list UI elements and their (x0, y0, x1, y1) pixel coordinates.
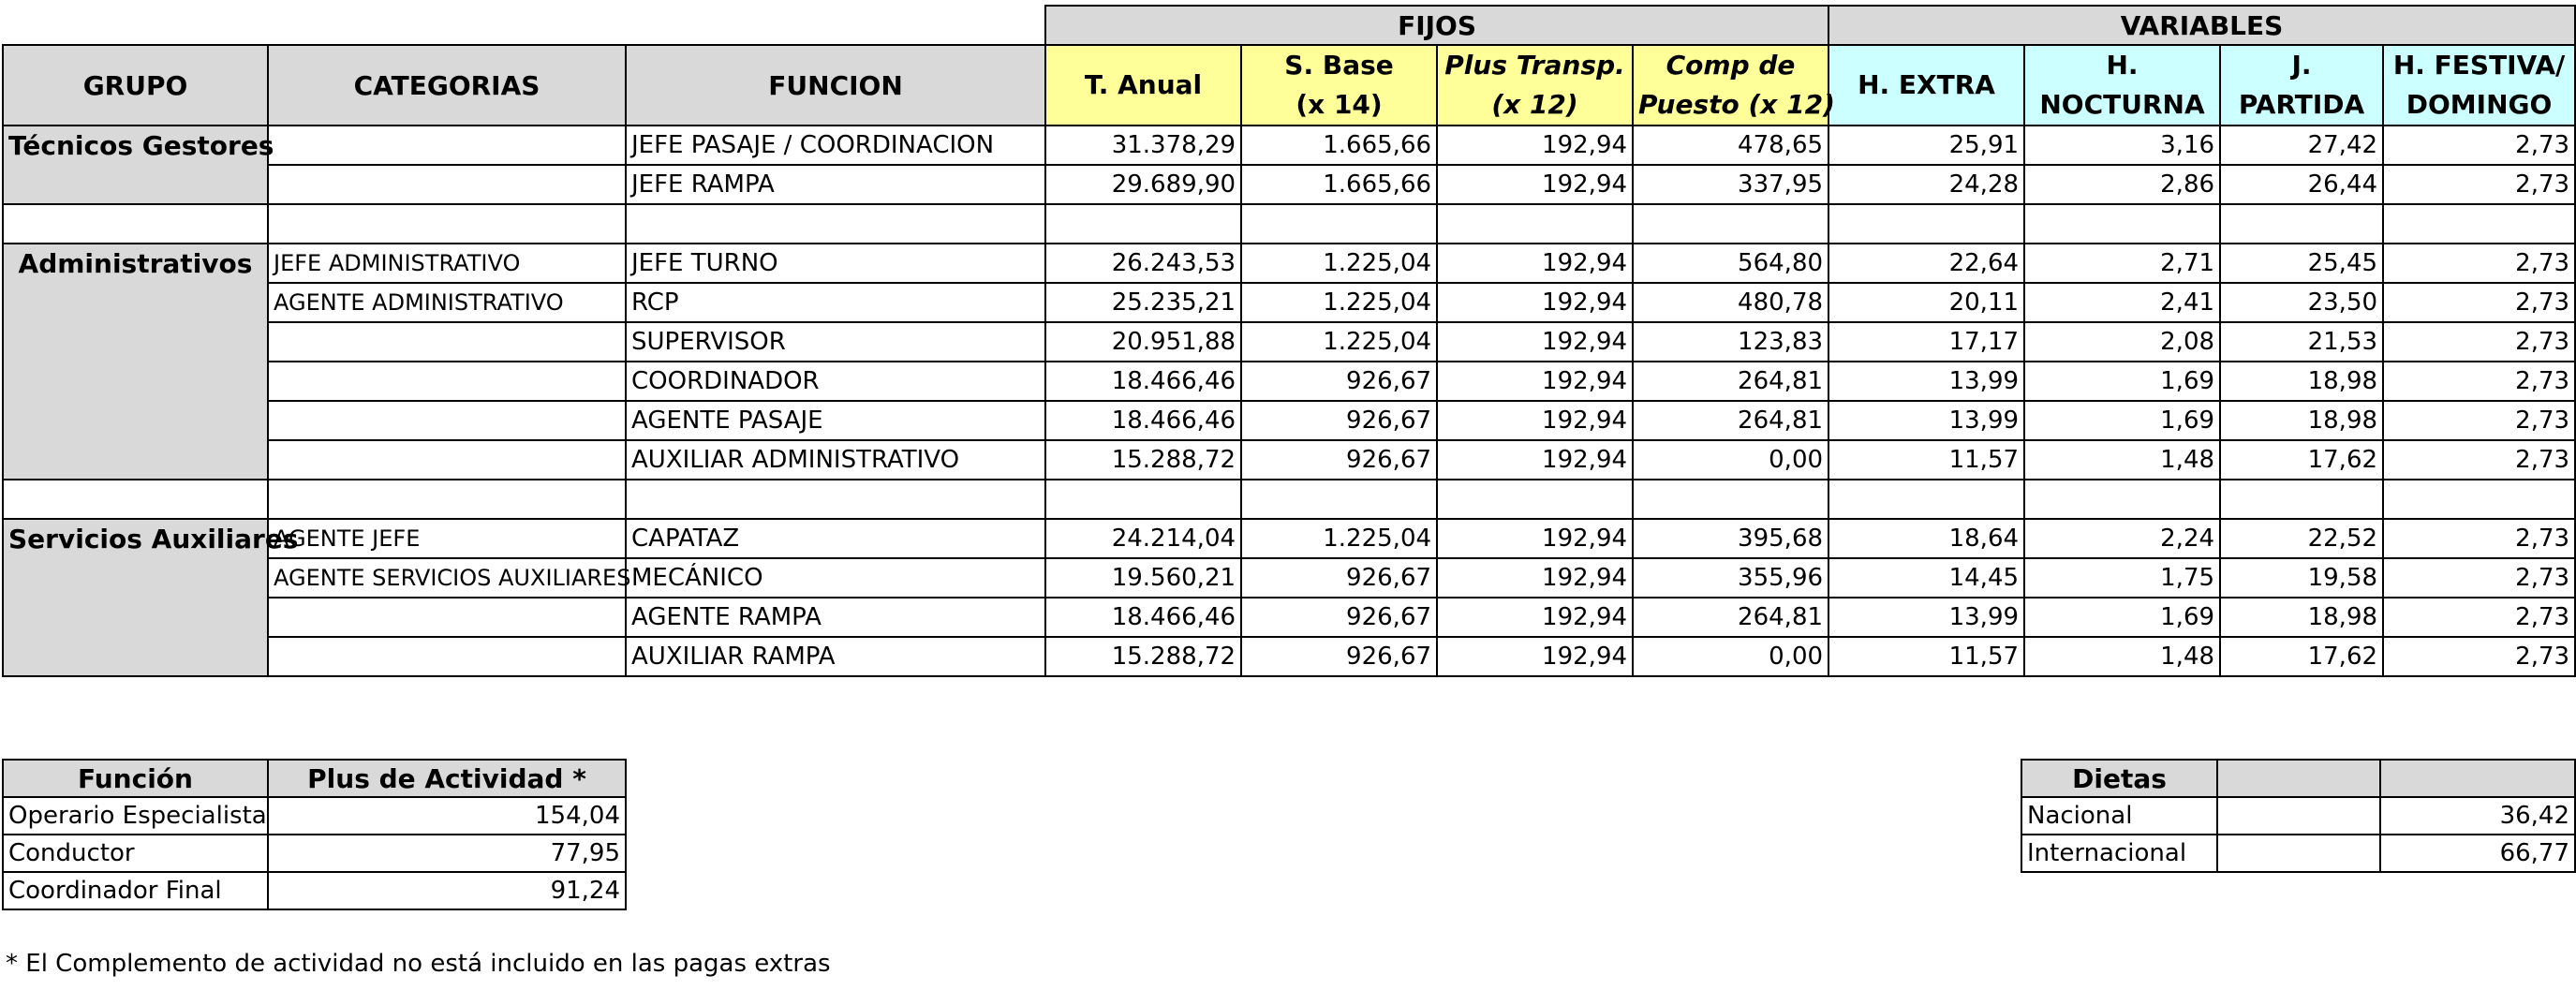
value-cell: 926,67 (1241, 558, 1437, 598)
value-cell: 1.225,04 (1241, 244, 1437, 283)
value-cell: 1,69 (2024, 362, 2220, 401)
table-row (3, 283, 2575, 322)
value-cell: 1.665,66 (1241, 165, 1437, 204)
funcion-cell: JEFE PASAJE / COORDINACION (626, 126, 1045, 165)
value-cell: 1.665,66 (1241, 126, 1437, 165)
value-cell: 192,94 (1437, 558, 1633, 598)
table-row (3, 637, 2575, 676)
value-cell: 192,94 (1437, 637, 1633, 676)
funcion-cell: SUPERVISOR (626, 322, 1045, 362)
fijos-header: FIJOS (1045, 6, 1828, 45)
value-cell: 22,52 (2220, 519, 2383, 558)
value-cell: 18.466,46 (1045, 401, 1241, 440)
value-cell: 1,48 (2024, 637, 2220, 676)
categoria-cell (268, 440, 626, 480)
value-cell: 2,73 (2383, 519, 2575, 558)
categoria-cell: JEFE ADMINISTRATIVO (268, 244, 626, 283)
group-cell: Técnicos Gestores (3, 126, 268, 204)
plus-value: 91,24 (268, 872, 626, 909)
table-row (3, 126, 2575, 165)
value-cell: 2,73 (2383, 401, 2575, 440)
value-cell: 123,83 (1633, 322, 1828, 362)
categorias-header: CATEGORIAS (268, 45, 626, 126)
value-cell: 478,65 (1633, 126, 1828, 165)
funcion-cell: AGENTE PASAJE (626, 401, 1045, 440)
table-row (3, 165, 2575, 204)
value-cell: 1.225,04 (1241, 519, 1437, 558)
value-cell: 19.560,21 (1045, 558, 1241, 598)
plus-actividad-table (2, 759, 627, 910)
value-cell: 25,91 (1828, 126, 2024, 165)
funcion-cell: RCP (626, 283, 1045, 322)
value-cell: 2,71 (2024, 244, 2220, 283)
value-cell: 192,94 (1437, 440, 1633, 480)
value-cell: 2,24 (2024, 519, 2220, 558)
value-cell: 2,73 (2383, 362, 2575, 401)
dietas-table (2021, 759, 2576, 873)
value-cell: 192,94 (1437, 401, 1633, 440)
value-cell: 24.214,04 (1045, 519, 1241, 558)
value-cell: 2,86 (2024, 165, 2220, 204)
funcion-cell: JEFE RAMPA (626, 165, 1045, 204)
value-cell: 27,42 (2220, 126, 2383, 165)
funcion-col-header: Función (3, 760, 268, 797)
grupo-header: GRUPO (3, 45, 268, 126)
value-cell: 24,28 (1828, 165, 2024, 204)
value-cell: 22,64 (1828, 244, 2024, 283)
plus-value: 77,95 (268, 835, 626, 872)
categoria-cell (268, 362, 626, 401)
value-cell: 926,67 (1241, 440, 1437, 480)
salary-table (2, 5, 2576, 677)
j-partida-header: J. PARTIDA (2220, 45, 2383, 126)
value-cell: 11,57 (1828, 637, 2024, 676)
value-cell: 564,80 (1633, 244, 1828, 283)
value-cell: 25,45 (2220, 244, 2383, 283)
value-cell: 19,58 (2220, 558, 2383, 598)
value-cell: 192,94 (1437, 244, 1633, 283)
categoria-cell: AGENTE SERVICIOS AUXILIARES (268, 558, 626, 598)
value-cell: 13,99 (1828, 362, 2024, 401)
categoria-cell (268, 598, 626, 637)
value-cell: 2,73 (2383, 244, 2575, 283)
categoria-cell (268, 126, 626, 165)
value-cell: 2,41 (2024, 283, 2220, 322)
value-cell: 26,44 (2220, 165, 2383, 204)
value-cell: 192,94 (1437, 519, 1633, 558)
categoria-cell (268, 637, 626, 676)
value-cell: 17,17 (1828, 322, 2024, 362)
value-cell: 264,81 (1633, 401, 1828, 440)
value-cell: 18,64 (1828, 519, 2024, 558)
funcion-header: FUNCION (626, 45, 1045, 126)
value-cell: 11,57 (1828, 440, 2024, 480)
value-cell: 1.225,04 (1241, 283, 1437, 322)
value-cell: 1,69 (2024, 598, 2220, 637)
table-row (3, 598, 2575, 637)
value-cell: 17,62 (2220, 440, 2383, 480)
funcion-cell: JEFE TURNO (626, 244, 1045, 283)
value-cell: 926,67 (1241, 362, 1437, 401)
value-cell: 15.288,72 (1045, 637, 1241, 676)
value-cell: 3,16 (2024, 126, 2220, 165)
plus-label: Coordinador Final (3, 872, 268, 909)
plus-actividad-col-header: Plus de Actividad * (268, 760, 626, 797)
value-cell: 2,73 (2383, 322, 2575, 362)
categoria-cell (268, 322, 626, 362)
value-cell: 192,94 (1437, 126, 1633, 165)
value-cell: 192,94 (1437, 165, 1633, 204)
table-row (3, 558, 2575, 598)
categoria-cell (268, 165, 626, 204)
value-cell: 1.225,04 (1241, 322, 1437, 362)
value-cell: 2,73 (2383, 598, 2575, 637)
separator-row (3, 480, 2575, 519)
table-row (3, 797, 626, 835)
value-cell: 25.235,21 (1045, 283, 1241, 322)
dietas-value: 36,42 (2380, 797, 2575, 835)
value-cell: 337,95 (1633, 165, 1828, 204)
value-cell: 192,94 (1437, 362, 1633, 401)
funcion-cell: AUXILIAR ADMINISTRATIVO (626, 440, 1045, 480)
value-cell: 2,08 (2024, 322, 2220, 362)
value-cell: 18,98 (2220, 362, 2383, 401)
value-cell: 17,62 (2220, 637, 2383, 676)
t-anual-header: T. Anual (1045, 45, 1241, 126)
value-cell: 355,96 (1633, 558, 1828, 598)
value-cell: 2,73 (2383, 558, 2575, 598)
separator-row (3, 204, 2575, 244)
value-cell: 926,67 (1241, 401, 1437, 440)
plus-value: 154,04 (268, 797, 626, 835)
dietas-label: Nacional (2021, 797, 2217, 835)
value-cell: 2,73 (2383, 165, 2575, 204)
table-row (3, 401, 2575, 440)
dietas-label: Internacional (2021, 835, 2217, 872)
h-extra-header: H. EXTRA (1828, 45, 2024, 126)
table-row (3, 440, 2575, 480)
table-row (3, 835, 626, 872)
value-cell: 20.951,88 (1045, 322, 1241, 362)
table-row (2021, 797, 2575, 835)
value-cell: 15.288,72 (1045, 440, 1241, 480)
categoria-cell: AGENTE JEFE (268, 519, 626, 558)
categoria-cell (268, 401, 626, 440)
value-cell: 13,99 (1828, 598, 2024, 637)
value-cell: 18,98 (2220, 401, 2383, 440)
funcion-cell: CAPATAZ (626, 519, 1045, 558)
funcion-cell: AGENTE RAMPA (626, 598, 1045, 637)
table-row (3, 362, 2575, 401)
h-nocturna-header: H. NOCTURNA (2024, 45, 2220, 126)
plus-label: Conductor (3, 835, 268, 872)
plus-transp-header: Plus Transp. (x 12) (1437, 45, 1633, 126)
value-cell: 18,98 (2220, 598, 2383, 637)
plus-label: Operario Especialista (3, 797, 268, 835)
s-base-header: S. Base (x 14) (1241, 45, 1437, 126)
value-cell: 1,75 (2024, 558, 2220, 598)
group-cell: Administrativos (3, 244, 268, 480)
value-cell: 480,78 (1633, 283, 1828, 322)
group-cell: Servicios Auxiliares (3, 519, 268, 676)
value-cell: 192,94 (1437, 598, 1633, 637)
value-cell: 192,94 (1437, 283, 1633, 322)
value-cell: 926,67 (1241, 637, 1437, 676)
table-row (3, 322, 2575, 362)
value-cell: 18.466,46 (1045, 362, 1241, 401)
funcion-cell: COORDINADOR (626, 362, 1045, 401)
value-cell: 926,67 (1241, 598, 1437, 637)
dietas-value: 66,77 (2380, 835, 2575, 872)
value-cell: 0,00 (1633, 440, 1828, 480)
comp-puesto-header: Comp de Puesto (x 12) (1633, 45, 1828, 126)
value-cell: 1,69 (2024, 401, 2220, 440)
h-festiva-header: H. FESTIVA/ DOMINGO (2383, 45, 2575, 126)
funcion-cell: MECÁNICO (626, 558, 1045, 598)
table-row (3, 519, 2575, 558)
value-cell: 1,48 (2024, 440, 2220, 480)
value-cell: 18.466,46 (1045, 598, 1241, 637)
value-cell: 26.243,53 (1045, 244, 1241, 283)
table-row (3, 244, 2575, 283)
value-cell: 13,99 (1828, 401, 2024, 440)
value-cell: 395,68 (1633, 519, 1828, 558)
dietas-header: Dietas (2021, 760, 2217, 797)
value-cell: 23,50 (2220, 283, 2383, 322)
categoria-cell: AGENTE ADMINISTRATIVO (268, 283, 626, 322)
value-cell: 264,81 (1633, 598, 1828, 637)
value-cell: 14,45 (1828, 558, 2024, 598)
value-cell: 2,73 (2383, 283, 2575, 322)
table-row (3, 872, 626, 909)
value-cell: 20,11 (1828, 283, 2024, 322)
value-cell: 2,73 (2383, 637, 2575, 676)
value-cell: 0,00 (1633, 637, 1828, 676)
value-cell: 192,94 (1437, 322, 1633, 362)
footnote: * El Complemento de actividad no está incluido en las pagas extras (6, 950, 831, 978)
table-row (2021, 835, 2575, 872)
value-cell: 29.689,90 (1045, 165, 1241, 204)
value-cell: 2,73 (2383, 440, 2575, 480)
variables-header: VARIABLES (1828, 6, 2575, 45)
value-cell: 21,53 (2220, 322, 2383, 362)
value-cell: 31.378,29 (1045, 126, 1241, 165)
value-cell: 264,81 (1633, 362, 1828, 401)
funcion-cell: AUXILIAR RAMPA (626, 637, 1045, 676)
value-cell: 2,73 (2383, 126, 2575, 165)
